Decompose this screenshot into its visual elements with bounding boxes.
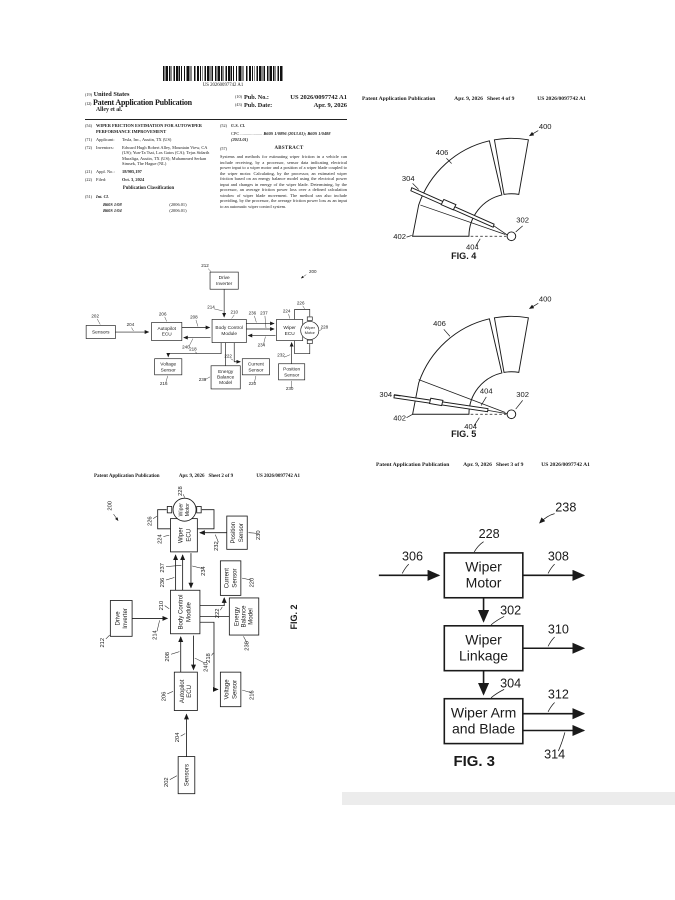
motor-terminal: [167, 506, 171, 512]
int-cl-row: B60S 1/08 (2006.01): [103, 202, 187, 208]
ref-208: 208: [165, 651, 172, 662]
publication-classification-heading: Publication Classification: [122, 185, 175, 191]
energy-balance-model-label: Model: [219, 380, 233, 386]
inid-19: (19): [85, 92, 92, 97]
authors: Alley et al.: [96, 107, 123, 113]
ref-302: 302: [516, 389, 530, 399]
ref-208: 208: [190, 314, 198, 320]
front-page-body: [85, 123, 347, 214]
pivot: [507, 232, 516, 241]
inid-51: (51): [85, 194, 92, 200]
ref-238: 238: [244, 641, 251, 651]
inid-22: (22): [85, 177, 92, 183]
ref-240: 240: [203, 662, 210, 672]
current-sensor-label: Current: [247, 362, 264, 368]
cpc-line: CPC .................... B60S 1/0896 (2013.01); B60S 1/0488 (2013.01): [231, 131, 331, 142]
energy-balance-model-label: Energy: [234, 606, 241, 627]
current-sensor-label: Current: [224, 568, 231, 589]
header-date: Apr. 9, 2026: [178, 474, 205, 479]
motor-terminal: [307, 340, 312, 344]
ref-404: 404: [464, 422, 478, 431]
us-cl-label: U.S. Cl.: [231, 123, 246, 128]
voltage-sensor-label: Sensor: [160, 368, 176, 374]
ref-234: 234: [201, 566, 208, 576]
ref-234: 234: [257, 342, 266, 348]
current-sensor-label: Sensor: [232, 568, 239, 588]
inid-57: (57): [220, 146, 227, 152]
sensors-label: Sensors: [184, 764, 191, 787]
ref-304: 304: [500, 676, 522, 691]
body-control-module-block: [170, 590, 199, 634]
voltage-sensor-label: Voltage: [160, 362, 177, 368]
position-sensor-label: Position: [283, 367, 301, 373]
abstract-heading: ABSTRACT: [274, 146, 304, 152]
ref-406: 406: [435, 147, 449, 157]
barcode: [163, 66, 283, 81]
ref-210: 210: [158, 600, 165, 611]
ref-204: 204: [126, 321, 135, 327]
position-sensor-label: Sensor: [238, 523, 245, 543]
ref-226: 226: [296, 300, 305, 306]
energy-balance-model-label: Balance: [217, 375, 235, 381]
ref-308: 308: [547, 549, 569, 564]
figure-caption: FIG. 5: [451, 428, 477, 439]
ref-228: 228: [320, 324, 329, 330]
pub-no-label: Pub. No.:: [243, 94, 269, 101]
pivot: [507, 410, 516, 419]
header-pub-number: US 2026/0097742 A1: [537, 96, 586, 102]
ref-306: 306: [401, 549, 424, 564]
pub-date: Apr. 9, 2026: [313, 102, 347, 110]
appl-no: 18/905,197: [122, 169, 142, 175]
ref-202: 202: [91, 313, 99, 319]
wiper-ecu-label: ECU: [284, 332, 295, 338]
figure-caption: FIG. 2: [289, 604, 299, 630]
ref-404: 404: [466, 242, 479, 252]
header-sheet-no: Sheet 2 of 9: [208, 474, 234, 479]
barcode-number: US 20260097742 A1: [202, 82, 244, 88]
scan-artifact-band: [342, 792, 675, 805]
patent-sheet-4: [360, 96, 590, 456]
ref-310: 310: [547, 622, 569, 637]
wiper-ecu-label: Wiper: [178, 527, 185, 544]
inventors: Edward Hugh Robert Alley, Mountain View, CA (US); Yun-Ta Tsai, Los Gatos (CA); Tejas Sidarth Muraliga, Austin, TX (US); Muhammed Serkan Simsek, The Hague (NL): [122, 144, 210, 167]
ref-400: 400: [538, 294, 552, 304]
pub-no: US 2026/0097742 A1: [290, 94, 347, 101]
ref-302: 302: [516, 215, 530, 225]
ref-216: 216: [249, 690, 256, 700]
header-sheet-no: Sheet 4 of 9: [486, 96, 515, 102]
wiper-arm: [494, 226, 508, 236]
ref-228: 228: [178, 486, 184, 496]
ref-212: 212: [201, 263, 209, 269]
header-pub-number: US 2026/0097742 A1: [256, 474, 300, 479]
wiper-arm-blade-label: Wiper Arm: [450, 704, 517, 721]
ref-214: 214: [207, 304, 215, 310]
position-sensor-label: Sensor: [284, 373, 300, 379]
inid-72: (72): [85, 144, 92, 150]
classification-abstract-column: [220, 123, 347, 214]
ref-228: 228: [478, 526, 500, 541]
ref-236: 236: [248, 310, 257, 316]
wiper-ecu-label: Wiper: [283, 326, 296, 332]
front-page-header: [85, 91, 347, 113]
ref-214: 214: [152, 630, 159, 640]
header-date: Apr. 9, 2026: [454, 96, 483, 102]
ref-216: 216: [159, 380, 168, 386]
ref-314: 314: [544, 747, 566, 762]
patent-sheet-3: [372, 462, 597, 792]
ref-400: 400: [538, 121, 552, 131]
voltage-sensor-label: Sensor: [232, 679, 239, 700]
ref-200: 200: [309, 269, 317, 275]
ref-238: 238: [198, 376, 207, 382]
wiper-linkage-label: Wiper: [465, 631, 502, 648]
ref-204: 204: [174, 732, 181, 743]
energy-balance-model-label: Balance: [241, 605, 248, 628]
ref-230: 230: [256, 530, 263, 541]
header-divider: [85, 119, 347, 120]
header-date: Apr. 9, 2026: [463, 462, 492, 468]
ref-312: 312: [547, 687, 569, 702]
patent-title: WIPER FRICTION ESTIMATION FOR AUTOWIPER PERFORMANCE IMPROVEMENT: [96, 123, 202, 134]
figure-caption: FIG. 4: [451, 250, 477, 261]
ref-230: 230: [285, 385, 294, 391]
position-sensor-label: Position: [231, 521, 238, 544]
header-publication: Patent Application Publication: [376, 462, 450, 468]
publication-identity: [85, 91, 192, 113]
ref-222: 222: [224, 353, 232, 359]
drive-inverter-label: Inverter: [216, 282, 233, 288]
ref-240: 240: [182, 344, 190, 350]
autopilot-ecu-label: ECU: [161, 332, 172, 338]
drive-inverter-label: Drive: [115, 611, 122, 626]
ref-302: 302: [500, 603, 522, 618]
figure-3-wiper-assembly-diagram: [377, 478, 592, 768]
inid-10: (10): [235, 94, 242, 99]
ref-304: 304: [379, 389, 393, 399]
autopilot-ecu-label: ECU: [186, 684, 193, 698]
figure-caption: FIG. 3: [453, 753, 495, 768]
ref-237: 237: [260, 310, 268, 316]
wiper-ecu-label: ECU: [186, 528, 193, 542]
applicant-label: Applicant:: [96, 136, 115, 142]
ref-402: 402: [393, 413, 406, 423]
inid-54: (54): [85, 123, 92, 128]
ref-206: 206: [158, 311, 167, 317]
bcm-label: Module: [221, 332, 238, 338]
wiper-linkage-label: Linkage: [459, 647, 509, 664]
bibliographic-column: [85, 123, 212, 214]
inid-12: (12): [85, 101, 92, 106]
sensors-label: Sensors: [92, 330, 110, 336]
ref-218: 218: [206, 653, 213, 663]
energy-balance-model-label: Model: [248, 608, 255, 625]
bcm-label: Body Control: [178, 594, 185, 630]
ref-236: 236: [160, 577, 167, 588]
ref-232: 232: [277, 352, 285, 358]
inventors-label: Inventors:: [96, 144, 114, 150]
ref-206: 206: [161, 691, 168, 702]
inid-43: (43): [235, 102, 242, 108]
int-cl-label: Int. Cl.: [96, 194, 109, 200]
inid-71: (71): [85, 136, 92, 142]
ref-222: 222: [215, 608, 222, 619]
wiper-arm-blade-label: and Blade: [451, 720, 516, 737]
inid-52: (52): [220, 123, 227, 128]
wiper-motor-label: Motor: [185, 503, 192, 517]
bcm-label: Body Control: [215, 326, 243, 332]
ref-226: 226: [147, 516, 154, 526]
body-control-module-block: [212, 319, 246, 342]
ref-224: 224: [282, 308, 291, 314]
figure-2-rotated: [95, 484, 269, 804]
ref-404: 404: [479, 386, 493, 396]
ref-224: 224: [157, 534, 164, 544]
ref-220: 220: [248, 380, 257, 386]
header-publication: Patent Application Publication: [94, 474, 160, 479]
filed-label: Filed:: [96, 177, 107, 183]
abstract-text: Systems and methods for estimating wiper friction in a vehicle can include receiving, by a processor, sensor data indicating electrical power input to a wiper motor and a position of a wiper blade coupled to the wiper motor. Calculating, by the processor, an estimated wiper friction based on an energy balance model using the electrical power input and changes in energy of the wiper blade. Determining, by the processor, an average friction power loss over a defined calculation window of wiper blade movement. The method can also include providing, by the processor, the average friction power loss as an input to an automatic wiper control system.: [220, 154, 347, 209]
current-sensor-label: Sensor: [248, 368, 264, 374]
ref-212: 212: [99, 637, 106, 648]
ref-237: 237: [160, 563, 167, 573]
wiper-motor-label: Motor: [465, 574, 502, 591]
country: United States: [93, 91, 130, 98]
pub-date-label: Pub. Date:: [243, 102, 273, 110]
sheet-header: [376, 462, 590, 468]
header-publication: Patent Application Publication: [362, 96, 436, 102]
header-pub-number: US 2026/0097742 A1: [541, 462, 590, 468]
ref-218: 218: [189, 346, 197, 352]
doc-type: Patent Application Publication: [93, 98, 192, 107]
system-block-diagram: [95, 484, 269, 804]
wiper-motor-label: Wiper: [465, 558, 502, 575]
ref-406: 406: [433, 318, 446, 328]
ref-200: 200: [107, 501, 114, 511]
sheet-header: [362, 96, 586, 102]
filed-date: Oct. 3, 2024: [122, 177, 145, 183]
autopilot-ecu-label: Autopilot: [179, 679, 186, 704]
ref-202: 202: [163, 777, 170, 787]
int-cl-row: B60S 1/04 (2006.01): [103, 208, 187, 214]
wiper-motor-label: Wiper: [304, 325, 316, 331]
ref-232: 232: [213, 541, 220, 551]
figure-5-wiper-sweep: [375, 286, 575, 442]
inid-21: (21): [85, 169, 92, 175]
publication-numbers: [235, 91, 347, 113]
applicant: Tesla, Inc., Austin, TX (US): [122, 136, 172, 142]
header-sheet-no: Sheet 3 of 9: [495, 462, 524, 468]
drive-inverter-label: Drive: [218, 276, 230, 282]
patent-sheet-2: [88, 474, 304, 819]
sheet-header: [94, 474, 300, 479]
autopilot-ecu-label: Autopilot: [157, 327, 177, 333]
ref-402: 402: [393, 231, 406, 241]
figure-4-wiper-sweep: [375, 108, 575, 264]
motor-terminal: [197, 506, 201, 512]
ref-304: 304: [401, 173, 415, 183]
bcm-label: Module: [186, 602, 193, 622]
ref-210: 210: [230, 309, 238, 315]
ref-220: 220: [249, 577, 256, 588]
patent-front-page: [85, 58, 347, 404]
appl-no-label: Appl. No.:: [96, 169, 115, 175]
energy-balance-model-label: Energy: [218, 369, 234, 375]
ref-238: 238: [555, 500, 577, 515]
drive-inverter-label: Inverter: [122, 608, 129, 629]
system-block-diagram: [78, 260, 330, 397]
wiper-motor-label: Wiper: [178, 502, 185, 517]
motor-terminal: [307, 317, 312, 321]
wiper-motor-label: Motor: [304, 330, 315, 336]
voltage-sensor-label: Voltage: [224, 679, 231, 700]
